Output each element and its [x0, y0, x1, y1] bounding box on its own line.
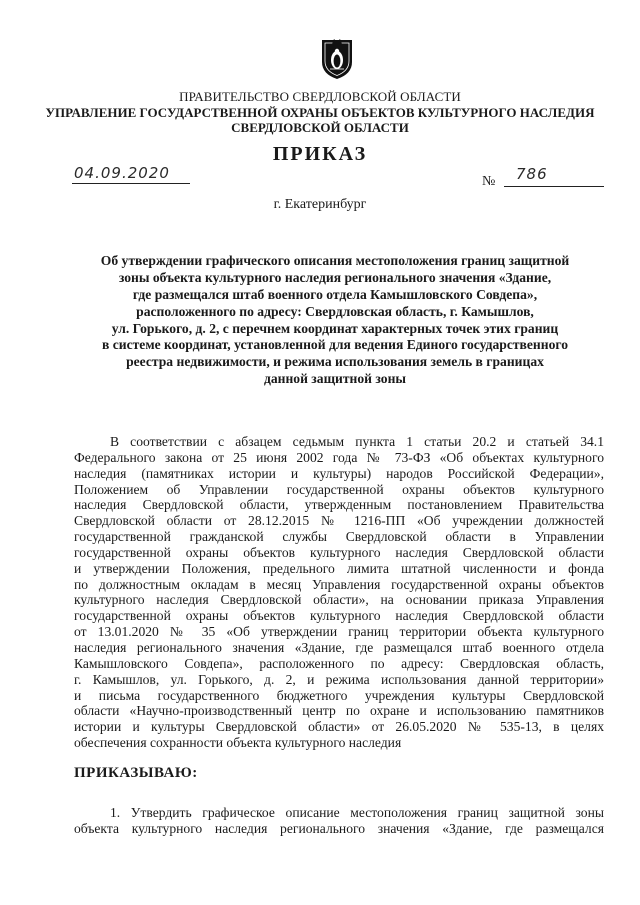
subject-line: где размещался штаб военного отдела Камышловского Совдепа»,	[132, 286, 538, 302]
government-name: ПРАВИТЕЛЬСТВО СВЕРДЛОВСКОЙ ОБЛАСТИ	[179, 89, 461, 104]
body-line: и письма государственного бюджетного учреждения культуры Свердловской	[74, 687, 604, 703]
subject-line: Об утверждении графического описания местоположения границ защитной	[100, 253, 570, 268]
date-underline	[72, 183, 190, 184]
department-line: СВЕРДЛОВСКОЙ ОБЛАСТИ	[231, 120, 409, 135]
body-line: Камышловского Совдепа», расположенного по адресу: Свердловская область,	[74, 655, 604, 671]
number-underline	[504, 186, 604, 187]
body-line: Свердловской области от 28.12.2015 № 1216-ПП «Об учреждении должностей	[74, 513, 604, 529]
body-line: В соответствии с абзацем седьмым пункта 1 статьи 20.2 и статьей 34.1	[110, 434, 604, 449]
subject-line: в системе координат, установленной для ведения Единого государственного	[101, 337, 568, 353]
coat-of-arms-emblem	[320, 36, 354, 80]
order-subject	[70, 253, 600, 388]
body-line: от 13.01.2020 № 35 «Об утверждении границ территории объекта культурного	[74, 624, 604, 640]
body-line: культурного наследия Свердловской области», на основании приказа Управления	[74, 592, 604, 608]
body-line: наследия Свердловской области, утвержденным постановлением Правительства	[74, 497, 604, 513]
body-line: по должностным окладам в месяц Управления государственной охраны объектов	[74, 576, 604, 592]
decree-heading: ПРИКАЗЫВАЮ:	[74, 765, 198, 781]
body-line: г. Камышлов, ул. Горького, д. 2, и режима использования данной территории»	[74, 671, 604, 687]
body-line: наследия регионального значения «Здание, где размещался штаб военного отдела	[74, 639, 604, 655]
body-line: государственной гражданской службы Свердловской области в Управлении	[74, 529, 604, 545]
preamble-paragraph	[74, 434, 604, 751]
body-line: области «Научно-производственный центр по охране и использованию памятников	[74, 703, 604, 719]
body-line: и утверждении Положения, предельного лимита штатной численности и фонда	[74, 560, 604, 576]
city-name: г. Екатеринбург	[273, 197, 367, 212]
order-item-1	[74, 805, 604, 837]
department-name	[0, 105, 640, 135]
body-line: обеспечения сохранности объекта культурного наследия	[74, 735, 402, 751]
subject-line: расположенного по адресу: Свердловская область, г. Камышлов,	[136, 303, 534, 319]
subject-line: данной защитной зоны	[263, 371, 407, 387]
order-number-handwritten: 786	[516, 165, 548, 183]
number-sign: №	[482, 174, 496, 189]
order-date-handwritten: 04.09.2020	[74, 164, 170, 182]
subject-line: зоны объекта культурного наследия регионального значения «Здание,	[118, 269, 552, 285]
department-line: УПРАВЛЕНИЕ ГОСУДАРСТВЕННОЙ ОХРАНЫ ОБЪЕКТОВ КУЛЬТУРНОГО НАСЛЕДИЯ	[45, 105, 595, 120]
body-line: Федерального закона от 25 июня 2002 года № 73-ФЗ «Об объектах культурного	[74, 449, 604, 465]
body-line: государственной охраны объектов культурного наследия Свердловской области	[74, 608, 604, 624]
subject-line: реестра недвижимости, и режима использования земель в границах	[126, 354, 544, 370]
document-type-title: ПРИКАЗ	[272, 143, 368, 165]
body-line: государственной охраны объектов культурного наследия Свердловской области	[74, 544, 604, 560]
subject-line: ул. Горького, д. 2, с перечнем координат характерных точек этих границ	[111, 320, 559, 336]
body-line: истории и культуры Свердловской области» от 26.05.2020 № 535-13, в целях	[74, 719, 604, 735]
item-line: 1. Утвердить графическое описание местоположения границ защитной зоны	[110, 805, 604, 820]
body-line: Положением об Управлении государственной охраны объектов культурного	[74, 481, 604, 497]
item-line: объекта культурного наследия регионального значения «Здание, где размещался	[74, 821, 604, 836]
body-line: наследия (памятниках истории и культуры) народов Российской Федерации»,	[74, 465, 604, 481]
